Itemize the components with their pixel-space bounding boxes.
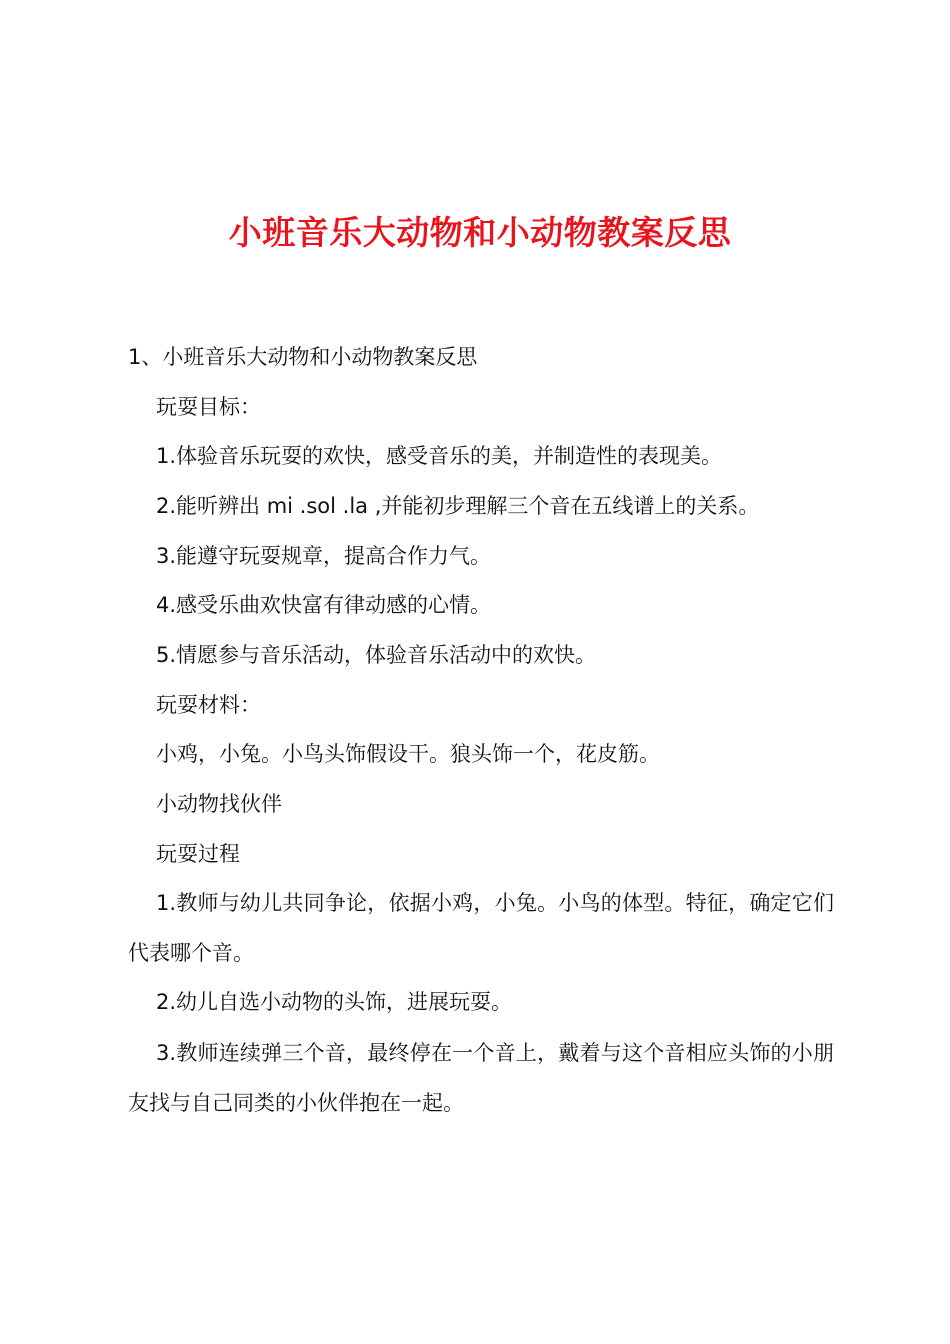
goal-item: 3.能遵守玩耍规章，提高合作力气。	[156, 544, 492, 568]
goal-item: 4.感受乐曲欢快富有律动感的心情。	[156, 593, 492, 617]
materials-label: 玩耍材料：	[156, 693, 261, 717]
goal-item: 1.体验音乐玩耍的欢快，感受音乐的美，并制造性的表现美。	[156, 444, 723, 468]
document-title: 小班音乐大动物和小动物教案反思	[228, 213, 732, 252]
goal-item: 5.情愿参与音乐活动，体验音乐活动中的欢快。	[156, 643, 597, 667]
process-step: 2.幼儿自选小动物的头饰，进展玩耍。	[156, 990, 513, 1014]
materials-text: 小鸡，小兔。小鸟头饰假设干。狼头饰一个，花皮筋。	[156, 742, 660, 766]
section-heading: 1、小班音乐大动物和小动物教案反思	[128, 345, 478, 369]
goals-label: 玩耍目标：	[156, 395, 261, 419]
process-label: 玩耍过程	[156, 842, 240, 866]
goal-item: 2.能听辨出 mi .sol .la ,并能初步理解三个音在五线谱上的关系。	[156, 494, 760, 518]
process-step: 1.教师与幼儿共同争论，依据小鸡，小兔。小鸟的体型。特征，确定它们代表哪个音。	[128, 891, 834, 965]
game-name: 小动物找伙伴	[156, 792, 282, 816]
process-step: 3.教师连续弹三个音，最终停在一个音上，戴着与这个音相应头饰的小朋友找与自己同类的小伙伴抱在一起。	[128, 1041, 834, 1115]
